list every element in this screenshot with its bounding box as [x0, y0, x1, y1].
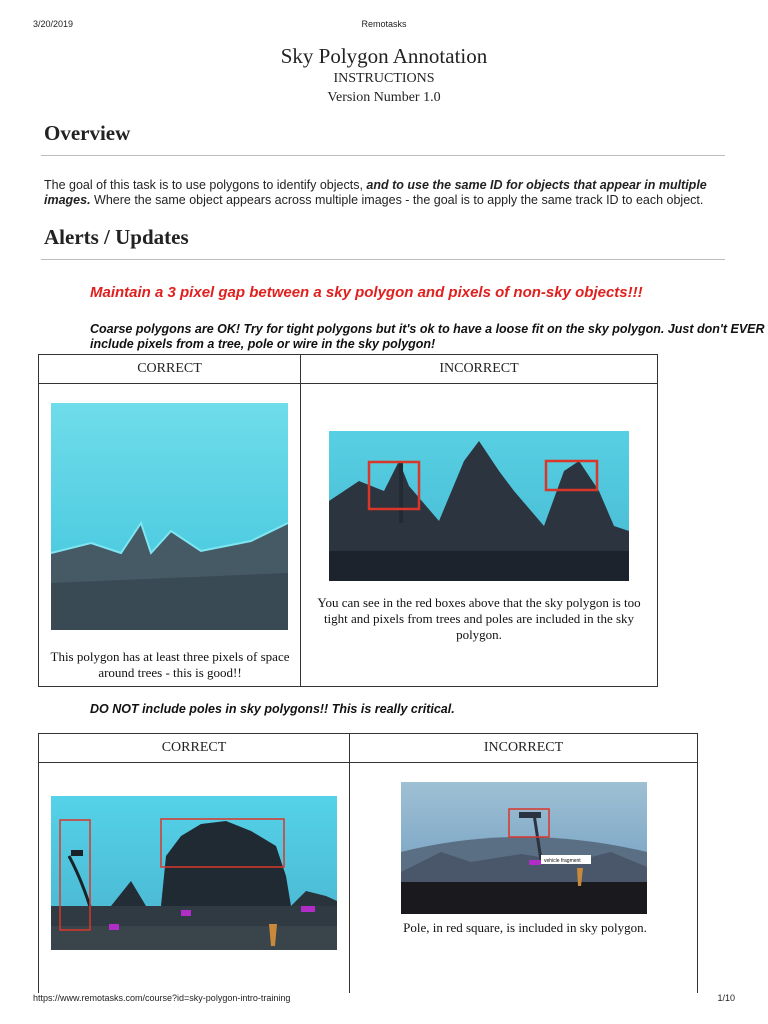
coarse-polygon-note: Coarse polygons are OK! Try for tight polygons but it's ok to have a loose fit on the sky polygon. Just don't EVER include pixels from a tree, pole or wire in the sky polygon!: [90, 322, 765, 351]
overview-heading: Overview: [44, 121, 131, 145]
poles-alert: DO NOT include poles in sky polygons!! This is really critical.: [90, 702, 455, 716]
incorrect-tree-example-image: [329, 431, 629, 581]
correct-pole-example-image: [51, 796, 337, 950]
alerts-heading: Alerts / Updates: [44, 225, 189, 249]
table-column-divider: [349, 734, 350, 993]
table-header-divider: [39, 762, 697, 763]
alerts-divider: [41, 259, 725, 260]
correct-tree-example-image: [51, 403, 288, 630]
page-title: Sky Polygon Annotation: [280, 44, 488, 68]
incorrect-tree-caption: You can see in the red boxes above that the sky polygon is too tight and pixels from trees and poles are included in the sky polygon.: [317, 595, 641, 642]
version-number: Version Number 1.0: [327, 90, 441, 105]
incorrect-pole-caption: Pole, in red square, is included in sky polygon.: [403, 920, 647, 935]
incorrect-column-header: INCORRECT: [439, 361, 519, 376]
overview-text-pre: The goal of this task is to use polygons to identify objects,: [44, 178, 367, 192]
overview-text-emphasis: and to use the same ID for objects that appear in multiple images.: [44, 178, 707, 207]
vehicle-fragment-label: vehicle fragment: [544, 858, 581, 864]
correct-tree-caption: This polygon has at least three pixels of space around trees - this is good!!: [50, 649, 290, 680]
overview-divider: [41, 155, 725, 156]
pixel-gap-alert: Maintain a 3 pixel gap between a sky polygon and pixels of non-sky objects!!!: [90, 284, 643, 301]
incorrect-column-header: INCORRECT: [483, 740, 564, 755]
incorrect-pole-example-image: [401, 782, 647, 914]
example-table-poles: [38, 733, 698, 993]
page-url: https://www.remotasks.com/course?id=sky-polygon-intro-training: [33, 993, 291, 1003]
example-table-trees: [38, 354, 658, 687]
print-site-title: Remotasks: [361, 19, 407, 29]
correct-column-header: CORRECT: [161, 740, 227, 755]
table-header-divider: [39, 383, 657, 384]
overview-paragraph: [44, 178, 724, 208]
page-subtitle: INSTRUCTIONS: [333, 71, 435, 86]
correct-column-header: CORRECT: [137, 361, 202, 376]
print-date: 3/20/2019: [33, 19, 74, 29]
table-column-divider: [300, 355, 301, 686]
overview-text-post: Where the same object appears across multiple images - the goal is to apply the same track ID to each object.: [90, 193, 704, 207]
page-number: 1/10: [717, 993, 735, 1003]
